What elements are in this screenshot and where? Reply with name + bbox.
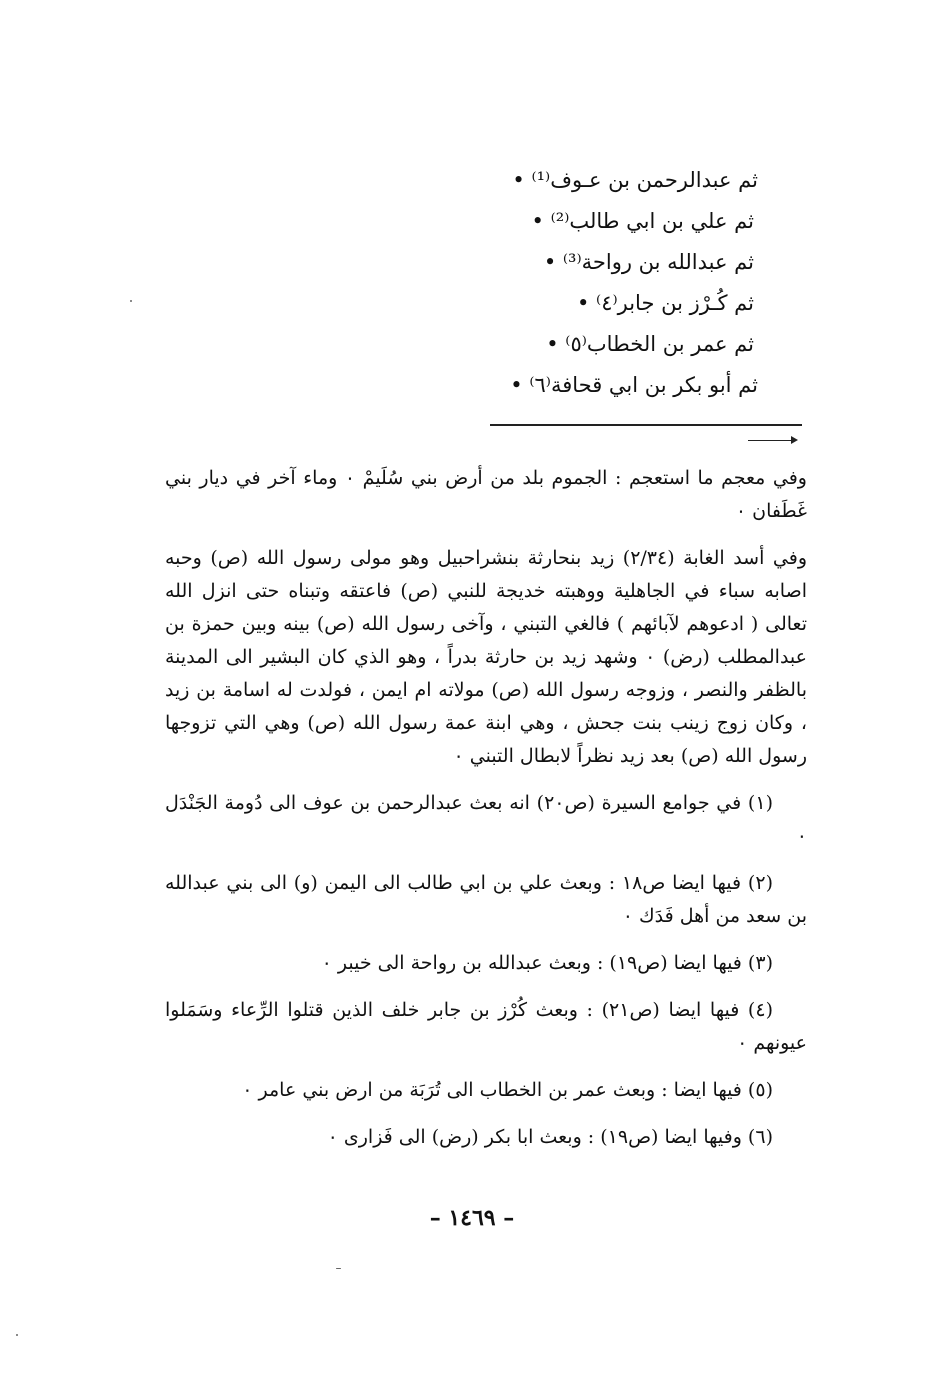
verse-line: ثم علي بن ابي طالب⁽²⁾ •: [531, 209, 754, 233]
footnote-2: (٢) فيها ايضا ص١٨ : وبعث علي بن ابي طالب الى اليمن (و) الى بني عبدالله بن سعد من أهل فَدَك ٠: [165, 872, 807, 927]
footnote-1: (١) في جوامع السيرة (ص٢٠) انه بعث عبدالرحمن بن عوف الى دُومة الجَنْدَل ٠: [165, 792, 807, 847]
body-text: [165, 462, 807, 1168]
scan-speck: [130, 300, 132, 302]
verse-line: ثم عبدالله بن رواحة⁽³⁾ •: [543, 250, 754, 274]
verse-line: ثم عبدالرحمن بن عـوف⁽¹⁾ •: [512, 168, 758, 192]
footnote-5: (٥) فيها ايضا : وبعث عمر بن الخطاب الى تُرَبَة من ارض بني عامر ٠: [242, 1079, 773, 1101]
verse-line: ثم كُـرْز بن جابر⁽٤⁾ •: [576, 291, 754, 315]
paragraph-mujam: وفي معجم ما استعجم : الجموم بلد من أرض بني سُلَيمْ ٠ وماء آخر في ديار بني غَطَفان ٠: [165, 467, 807, 522]
footnote-6: (٦) وفيها ايضا (ص١٩) : وبعث ابا بكر (رض) الى فَزارى ٠: [327, 1126, 773, 1148]
scan-speck: [16, 1334, 18, 1336]
footnote-3: (٣) فيها ايضا (ص١٩) : وبعث عبدالله بن رواحة الى خيبر ٠: [321, 952, 773, 974]
scan-speck: [336, 1268, 341, 1269]
verse-line: ثم أبو بكر بن ابي قحافة⁽٦⁾ •: [510, 373, 758, 397]
paragraph-usd-alghaba: وفي أسد الغابة (٢/٣٤) زيد بنحارثة بنشراحبيل وهو مولى رسول الله (ص) وحبه اصابه سباء في الجاهلية ووهبته خديجة للنبي (ص) فاعتقه وتبناه حتى انزل الله تعالى ( ادعوهم لآبائهم ) فالغي التبني ، وآخى رسول الله (ص) بينه وبين حمزة بن عبدالمطلب (رض) ٠ وشهد زيد بن حارثة بدراً ، وهو الذي كان البشير الى المدينة بالظفر والنصر ، وزوجه رسول الله (ص) مولاته ام ايمن ، فولدت له اسامة بن زيد ، وكان زوج زينب بنت جحش ، وهي ابنة عمة رسول الله (ص) وهي التي تزوجها رسول الله (ص) بعد زيد نظراً لابطال التبني ٠: [165, 547, 807, 767]
page-number: – ١٤٦٩ –: [429, 1205, 515, 1231]
footnote-4: (٤) فيها ايضا (ص٢١) : وبعث كُرْز بن جابر خلف الذين قتلوا الرِّعاء وسَمَلوا عيونهم ٠: [165, 999, 807, 1054]
verse-line: ثم عمر بن الخطاب⁽٥⁾ •: [546, 332, 754, 356]
separator-line: [490, 424, 802, 426]
verse-list: [458, 160, 758, 406]
arrow-icon: [748, 434, 798, 446]
